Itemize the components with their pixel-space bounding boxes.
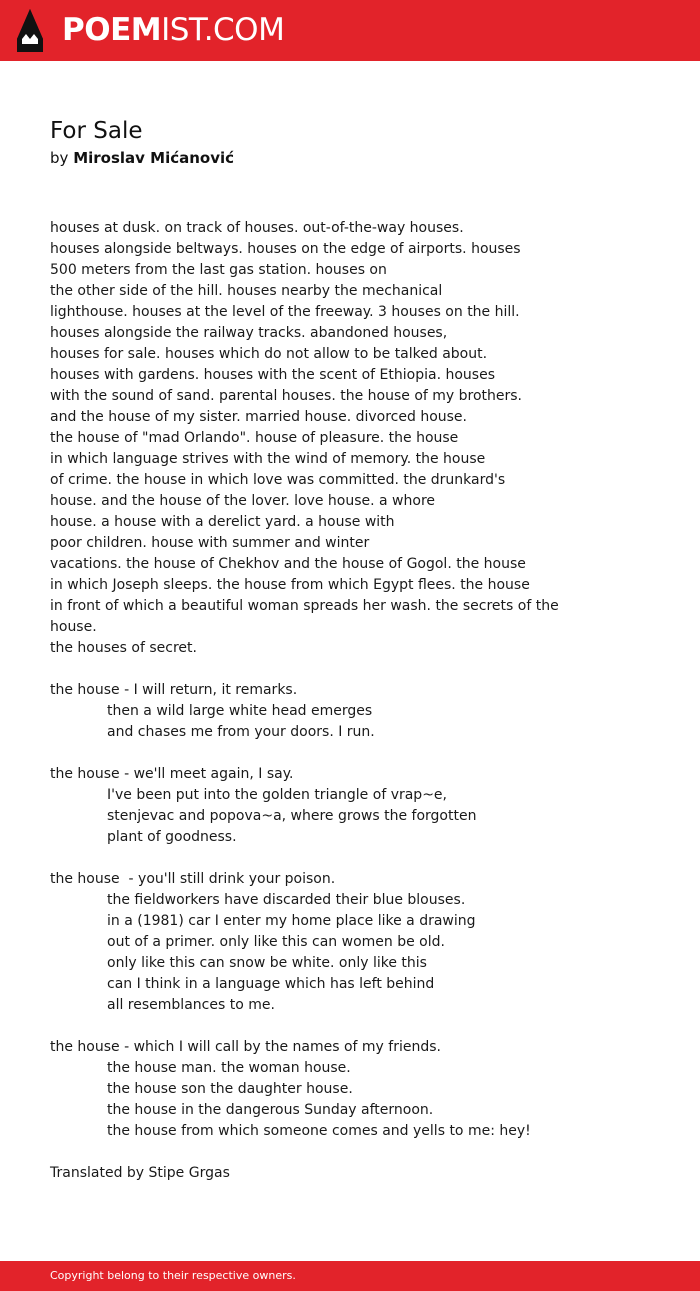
poem-line: out of a primer. only like this can women be old. xyxy=(107,934,445,950)
pencil-logo-icon[interactable] xyxy=(17,9,43,52)
poem-line: the house - I will return, it remarks. xyxy=(50,682,298,698)
poem-line: house. a house with a derelict yard. a house with xyxy=(50,514,395,530)
poem-line: the house man. the woman house. xyxy=(107,1060,351,1076)
poem-byline xyxy=(50,148,234,168)
stanza-break xyxy=(50,1016,650,1037)
poem-line: stenjevac and popova~a, where grows the forgotten xyxy=(107,808,477,824)
logo-bold-text: POEM xyxy=(62,12,162,48)
logo-rest-text: IST.COM xyxy=(161,12,285,48)
site-header xyxy=(0,0,700,61)
stanza-break xyxy=(50,659,650,680)
poem-line: the house from which someone comes and yells to me: hey! xyxy=(107,1123,531,1139)
poem-line: house. and the house of the lover. love house. a whore xyxy=(50,493,435,509)
poem-body xyxy=(50,218,650,1184)
poem-line: the house - we'll meet again, I say. xyxy=(50,766,294,782)
poem-title: For Sale xyxy=(50,118,143,144)
poem-line: in which Joseph sleeps. the house from which Egypt flees. the house xyxy=(50,577,530,593)
author-link[interactable]: Miroslav Mićanović xyxy=(73,149,235,167)
stanza-break xyxy=(50,1142,650,1163)
poem-line: the other side of the hill. houses nearby the mechanical xyxy=(50,283,443,299)
poem-line: houses with gardens. houses with the scent of Ethiopia. houses xyxy=(50,367,495,383)
poem-line: lighthouse. houses at the level of the freeway. 3 houses on the hill. xyxy=(50,304,520,320)
poem-line: the houses of secret. xyxy=(50,640,197,656)
poem-line: poor children. house with summer and winter xyxy=(50,535,370,551)
poem-line: the house son the daughter house. xyxy=(107,1081,353,1097)
poem-line: Translated by Stipe Grgas xyxy=(50,1165,230,1181)
poem-line: house. xyxy=(50,619,97,635)
byline-prefix: by xyxy=(50,149,69,167)
poem-line: the fieldworkers have discarded their blue blouses. xyxy=(107,892,466,908)
stanza-break xyxy=(50,848,650,869)
poem-line: I've been put into the golden triangle of vrap~e, xyxy=(107,787,447,803)
copyright-text: Copyright belong to their respective owners. xyxy=(50,1269,296,1282)
poem-line: the house - you'll still drink your poison. xyxy=(50,871,336,887)
poem-line: can I think in a language which has left behind xyxy=(107,976,435,992)
poem-line: the house in the dangerous Sunday afternoon. xyxy=(107,1102,434,1118)
poem-line: the house - which I will call by the names of my friends. xyxy=(50,1039,441,1055)
poem-line: houses alongside beltways. houses on the edge of airports. houses xyxy=(50,241,521,257)
site-logo[interactable] xyxy=(62,11,284,49)
poem-line: and chases me from your doors. I run. xyxy=(107,724,375,740)
poem-line: houses alongside the railway tracks. abandoned houses, xyxy=(50,325,448,341)
poem-line: houses at dusk. on track of houses. out-of-the-way houses. xyxy=(50,220,464,236)
poem-line: 500 meters from the last gas station. houses on xyxy=(50,262,387,278)
poem-line: plant of goodness. xyxy=(107,829,237,845)
poem-line: all resemblances to me. xyxy=(107,997,275,1013)
poem-line: only like this can snow be white. only like this xyxy=(107,955,427,971)
poem-line: with the sound of sand. parental houses. the house of my brothers. xyxy=(50,388,523,404)
stanza-break xyxy=(50,743,650,764)
poem-line: then a wild large white head emerges xyxy=(107,703,373,719)
poem-line: houses for sale. houses which do not allow to be talked about. xyxy=(50,346,488,362)
poem-line: vacations. the house of Chekhov and the house of Gogol. the house xyxy=(50,556,526,572)
poem-line: in a (1981) car I enter my home place like a drawing xyxy=(107,913,476,929)
poem-line: in front of which a beautiful woman spreads her wash. the secrets of the xyxy=(50,598,559,614)
poem-line: in which language strives with the wind of memory. the house xyxy=(50,451,486,467)
poem-line: the house of "mad Orlando". house of pleasure. the house xyxy=(50,430,459,446)
poem-line: and the house of my sister. married house. divorced house. xyxy=(50,409,467,425)
poem-line: of crime. the house in which love was committed. the drunkard's xyxy=(50,472,506,488)
site-footer xyxy=(0,1261,700,1291)
